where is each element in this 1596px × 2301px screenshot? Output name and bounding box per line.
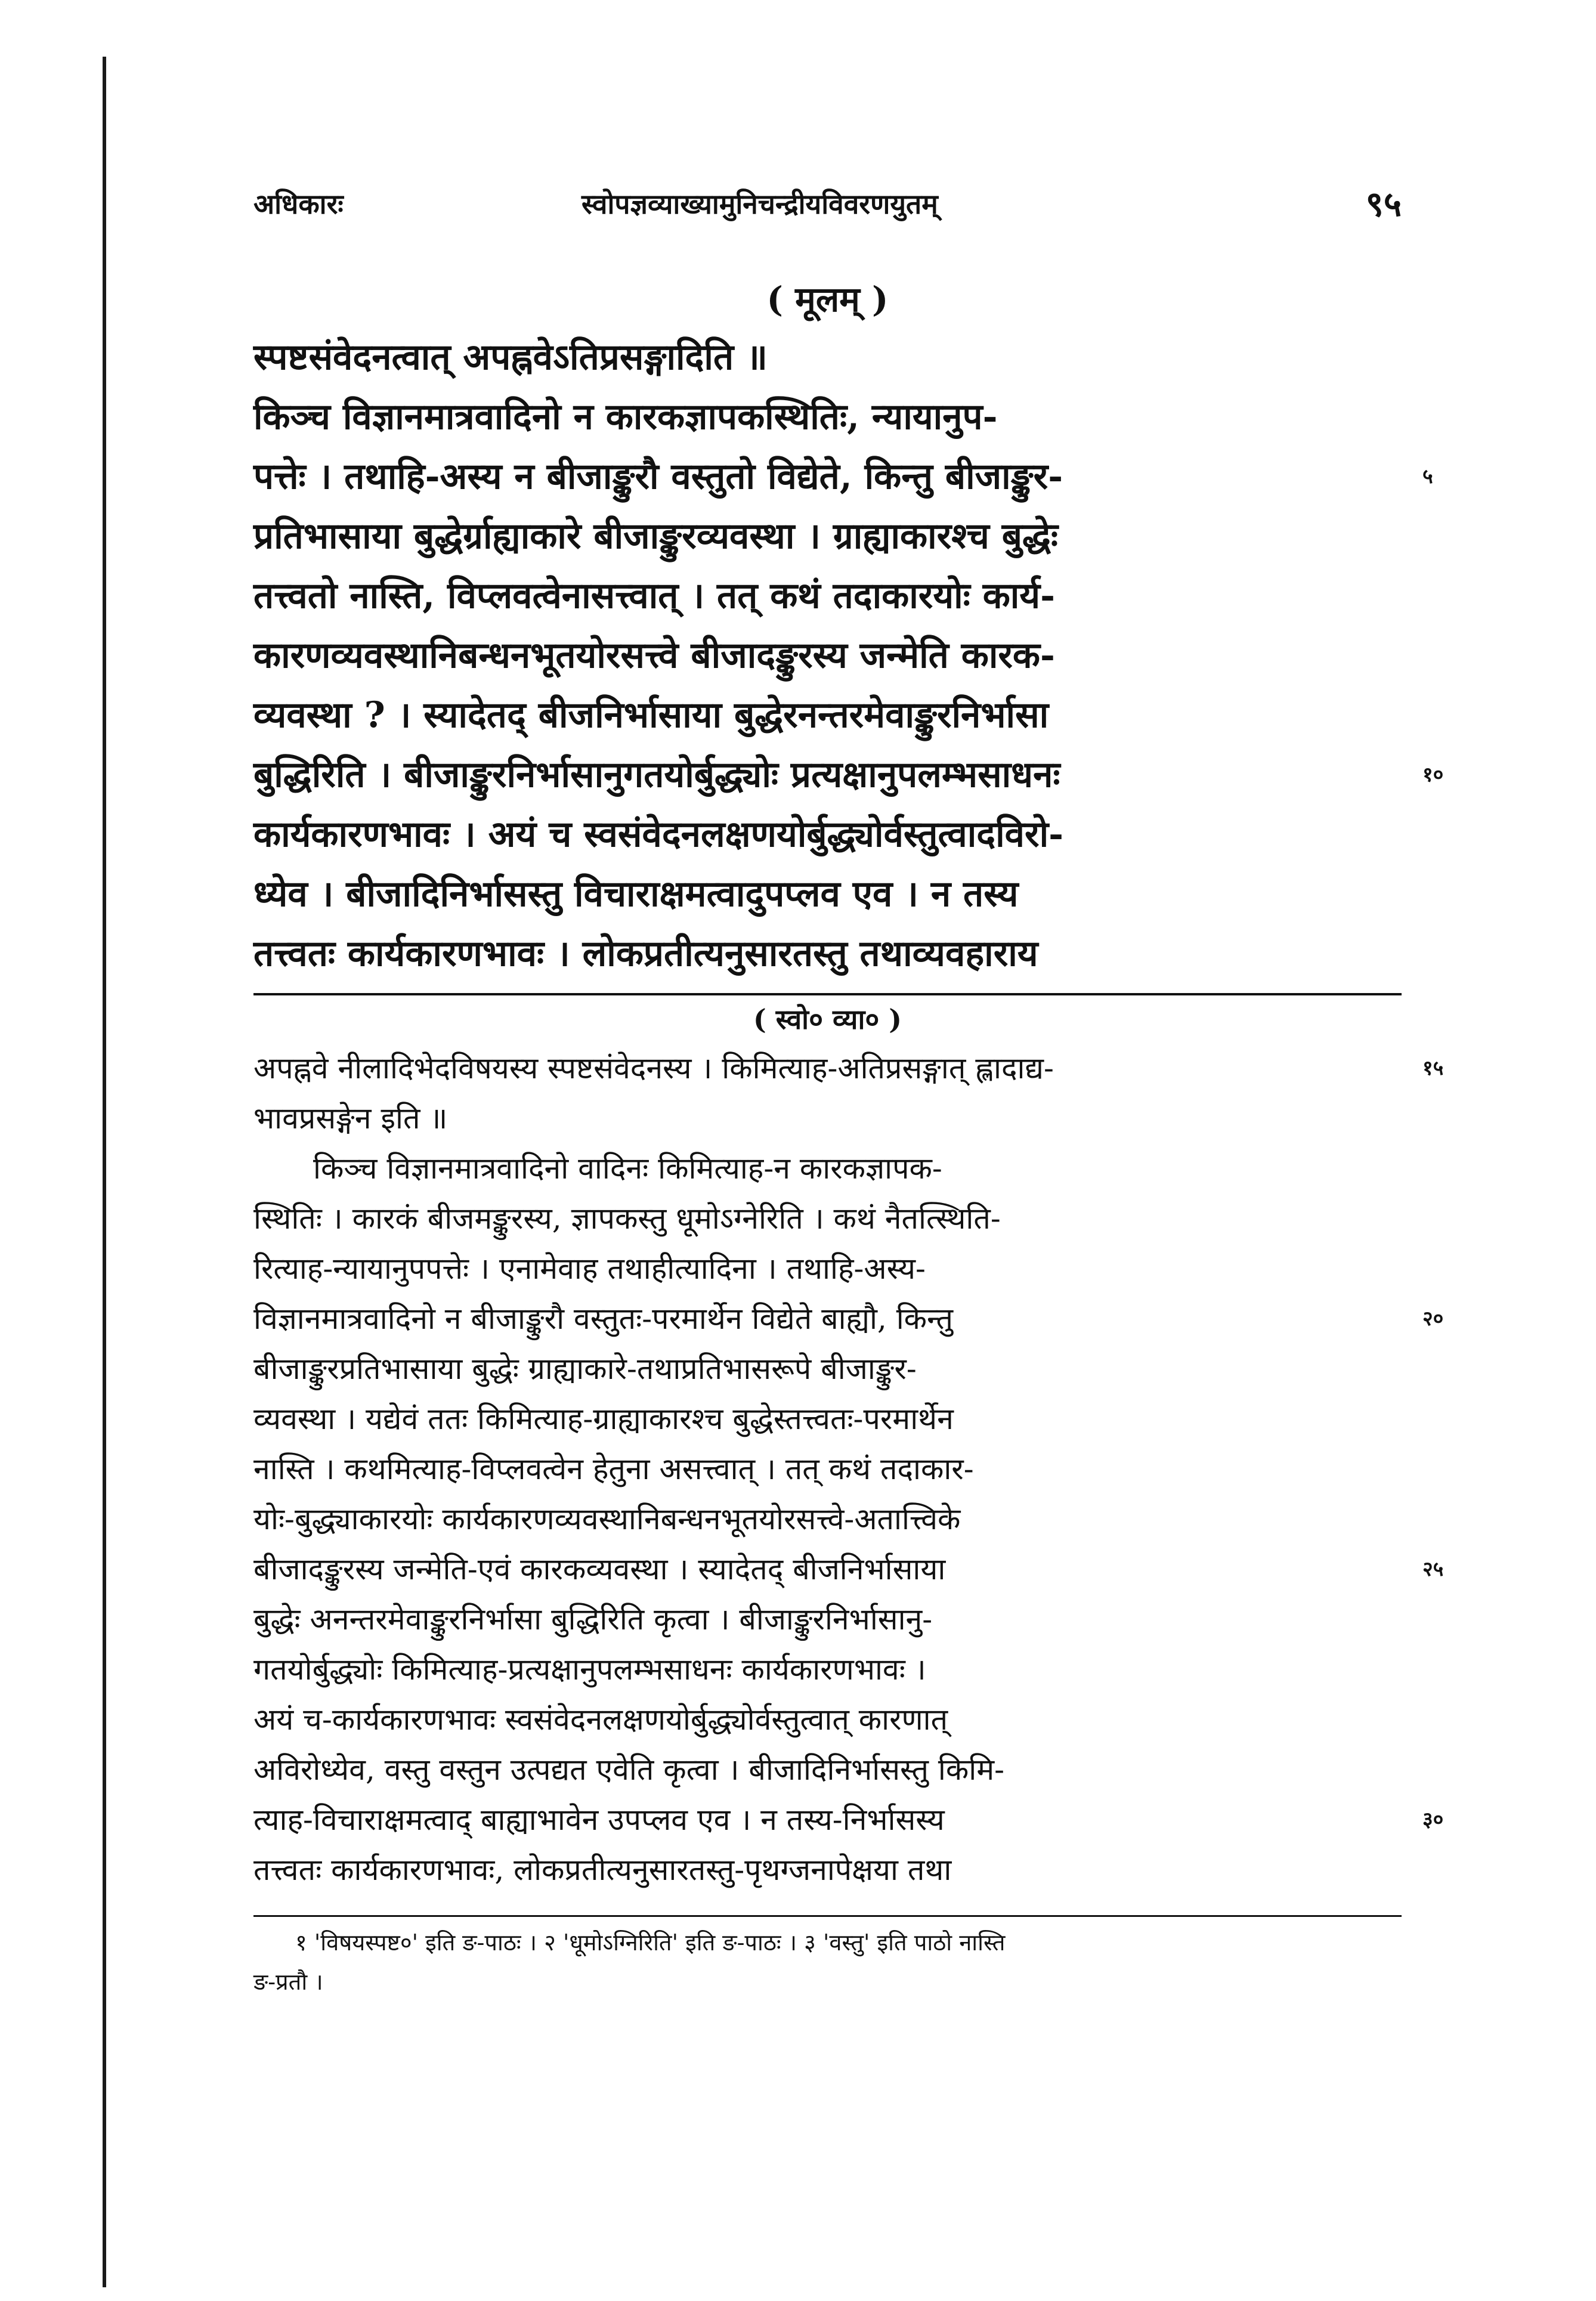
header-left: अधिकारः (253, 188, 344, 220)
line-text: पत्तेः । तथाहि-अस्य न बीजाङ्कुरौ वस्तुतो विद्येते, किन्तु बीजाङ्कुर- (253, 456, 1063, 497)
line-text: त्याह-विचाराक्षमत्वाद् बाह्याभावेन उपप्लव एव । न तस्य-निर्भासस्य (253, 1802, 945, 1837)
text-line (253, 626, 1402, 685)
text-line (253, 745, 1444, 805)
text-line (253, 387, 1402, 447)
text-line (253, 1344, 1402, 1394)
line-text: व्यवस्था । यद्येवं ततः किमित्याह-ग्राह्याकारश्च बुद्धेस्तत्त्वतः-परमार्थेन (253, 1402, 954, 1436)
line-text: किञ्च विज्ञानमात्रवादिनो न कारकज्ञापकस्थितिः, न्यायानुप- (253, 396, 998, 438)
line-text: बुद्धिरिति । बीजाङ्कुरनिर्भासानुगतयोर्बुद्ध्योः प्रत्यक्षानुपलम्भसाधनः (253, 754, 1060, 796)
text-line (253, 566, 1402, 626)
line-text: गतयोर्बुद्ध्योः किमित्याह-प्रत्यक्षानुपलम्भसाधनः कार्यकारणभावः । (253, 1652, 926, 1687)
footnotes (253, 1915, 1402, 2002)
text-line (253, 1795, 1444, 1845)
text-line (253, 1694, 1402, 1745)
footnote-line: ङ-प्रतौ । (253, 1969, 323, 1995)
line-text: व्यवस्था ? । स्यादेतद् बीजनिर्भासाया बुद्धेरनन्तरमेवाङ्कुरनिर्भासा (253, 694, 1049, 736)
line-number: १५ (1422, 1056, 1444, 1080)
line-text: तत्त्वतः कार्यकारणभावः । लोकप्रतीत्यनुसारतस्तु तथाव्यवहाराय (253, 933, 1038, 975)
line-text: तत्त्वतो नास्ति, विप्लवत्वेनासत्त्वात् । तत् कथं तदाकारयोः कार्य- (253, 575, 1056, 617)
text-line (253, 1444, 1402, 1494)
text-line (253, 1494, 1402, 1544)
text-line (253, 1294, 1444, 1344)
line-text: भावप्रसङ्गेन इति ॥ (253, 1101, 448, 1136)
line-text: बीजाङ्कुरप्रतिभासाया बुद्धेः ग्राह्याकारे-तथाप्रतिभासरूपे बीजाङ्कुर- (253, 1351, 917, 1386)
line-number: ५ (1422, 465, 1433, 488)
text-line (253, 1244, 1402, 1294)
line-text: रित्याह-न्यायानुपपत्तेः । एनामेवाह तथाहीत्यादिना । तथाहि-अस्य- (253, 1251, 926, 1286)
line-text: अपह्नवे नीलादिभेदविषयस्य स्पष्टसंवेदनस्य । किमित्याह-अतिप्रसङ्गात् ह्लादाद्य- (253, 1051, 1054, 1085)
text-line (253, 1093, 1402, 1143)
page-content (253, 179, 1444, 2002)
text-line (253, 1143, 1402, 1193)
text-line (253, 1644, 1402, 1694)
line-text: ध्येव । बीजादिनिर्भासस्तु विचाराक्षमत्वादुपप्लव एव । न तस्य (253, 873, 1019, 915)
text-line (253, 1043, 1444, 1093)
vyakhya-title: ( स्वो० व्या० ) (753, 1003, 902, 1035)
line-text: अयं च-कार्यकारणभावः स्वसंवेदनलक्षणयोर्बुद्ध्योर्वस्तुत्वात् कारणात् (253, 1702, 948, 1737)
text-line (253, 1193, 1402, 1244)
text-line (253, 1745, 1402, 1795)
line-text: स्पष्टसंवेदनत्वात् अपह्नवेऽतिप्रसङ्गादिति ॥ (253, 336, 768, 378)
page-number: ९५ (1365, 184, 1402, 224)
line-text: नास्ति । कथमित्याह-विप्लवत्वेन हेतुना असत्त्वात् । तत् कथं तदाकार- (253, 1452, 974, 1486)
line-number: ३० (1422, 1808, 1444, 1832)
line-text: योः-बुद्ध्याकारयोः कार्यकारणव्यवस्थानिबन्धनभूतयोरसत्त्वे-अतात्त्विके (253, 1502, 961, 1536)
text-line (253, 805, 1402, 864)
mula-title: ( मूलम् ) (766, 279, 889, 320)
text-line (253, 1594, 1402, 1644)
text-line (253, 1845, 1402, 1895)
text-line (253, 506, 1402, 566)
line-number: १० (1422, 763, 1444, 787)
line-text: अविरोध्येव, वस्तु वस्तुन उत्पद्यत एवेति कृत्वा । बीजादिनिर्भासस्तु किमि- (253, 1752, 1004, 1787)
text-line (253, 327, 1402, 387)
line-text: कार्यकारणभावः । अयं च स्वसंवेदनलक्षणयोर्बुद्ध्योर्वस्तुत्वादविरो- (253, 814, 1064, 855)
text-line (253, 447, 1433, 506)
line-text: बीजादङ्कुरस्य जन्मेति-एवं कारकव्यवस्था । स्यादेतद् बीजनिर्भासाया (253, 1552, 946, 1586)
line-text: कारणव्यवस्थानिबन्धनभूतयोरसत्त्वे बीजादङ्कुरस्य जन्मेति कारक- (253, 635, 1055, 676)
text-line (253, 924, 1402, 984)
line-number: २५ (1422, 1557, 1444, 1581)
line-text: विज्ञानमात्रवादिनो न बीजाङ्कुरौ वस्तुतः-परमार्थेन विद्येते बाह्यौ, किन्तु (253, 1301, 953, 1336)
text-line (253, 864, 1402, 924)
text-line (253, 685, 1402, 745)
scan-binding-edge (103, 57, 106, 2287)
running-header (253, 179, 1402, 233)
line-number: २० (1422, 1307, 1444, 1331)
line-text: स्थितिः । कारकं बीजमङ्कुरस्य, ज्ञापकस्तु धूमोऽग्नेरिति । कथं नैतत्स्थिति- (253, 1201, 1001, 1236)
mula-text (253, 327, 1444, 984)
text-line (253, 1394, 1402, 1444)
footnote-line: १ 'विषयस्पष्ट०' इति ङ-पाठः । २ 'धूमोऽग्निरिति' इति ङ-पाठः । ३ 'वस्तु' इति पाठो नास्ति (295, 1929, 1006, 1956)
line-text: तत्त्वतः कार्यकारणभावः, लोकप्रतीत्यनुसारतस्तु-पृथग्जनापेक्षया तथा (253, 1852, 952, 1887)
line-text: किञ्च विज्ञानमात्रवादिनो वादिनः किमित्याह-न कारकज्ञापक- (313, 1151, 942, 1186)
vyakhya-text (253, 1043, 1444, 1895)
section-divider (253, 993, 1402, 995)
line-text: प्रतिभासाया बुद्धेर्ग्राह्याकारे बीजाङ्कुरव्यवस्था । ग्राह्याकारश्च बुद्धेः (253, 515, 1059, 557)
text-line (253, 1544, 1444, 1594)
line-text: बुद्धेः अनन्तरमेवाङ्कुरनिर्भासा बुद्धिरिति कृत्वा । बीजाङ्कुरनिर्भासानु- (253, 1602, 933, 1637)
header-title: स्वोपज्ञव्याख्यामुनिचन्द्रीयविवरणयुतम् (582, 188, 938, 220)
